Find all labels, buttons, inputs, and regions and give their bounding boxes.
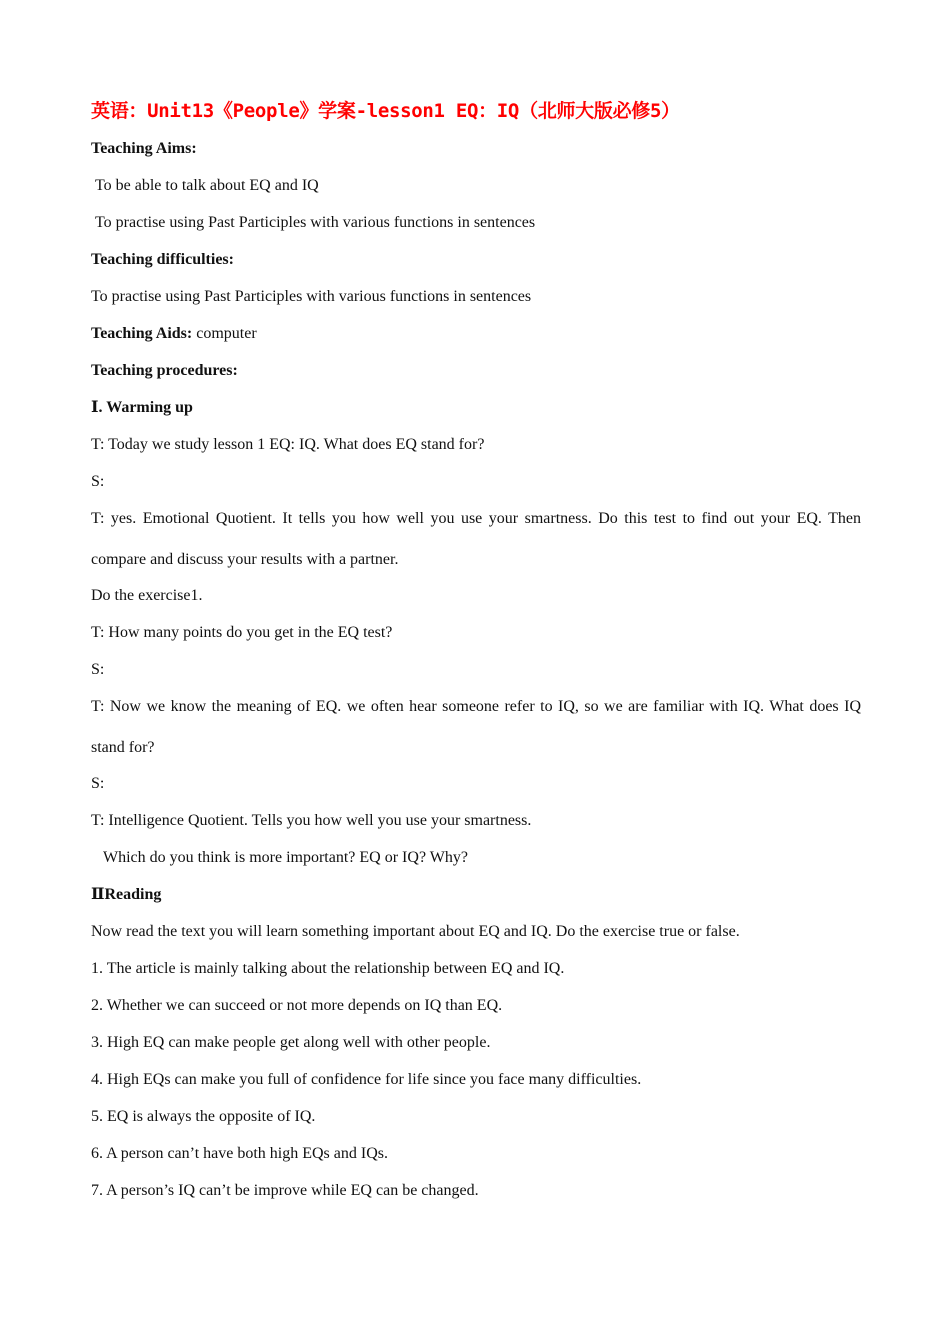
warming-heading (91, 389, 861, 426)
reading-intro: Now read the text you will learn something important about EQ and IQ. Do the exercise true or false. (91, 923, 740, 940)
aids-label: Teaching Aids: (91, 325, 193, 342)
dialogue-line: Which do you think is more important? EQ or IQ? Why? (103, 849, 468, 866)
section-title: Warming up (102, 399, 193, 416)
reading-heading (91, 876, 861, 913)
true-false-item: 3. High EQ can make people get along well with other people. (91, 1034, 491, 1051)
section-numeral: Ⅱ (91, 886, 105, 903)
true-false-item: 5. EQ is always the opposite of IQ. (91, 1108, 316, 1125)
dialogue-line: S: (91, 775, 105, 792)
section-title: Reading (104, 886, 162, 903)
aids-value: computer (192, 325, 257, 342)
aim-item: To be able to talk about EQ and IQ (95, 177, 319, 194)
aim-item: To practise using Past Participles with various functions in sentences (95, 214, 536, 231)
difficulties-heading: Teaching difficulties: (91, 251, 234, 268)
dialogue-line: T: Today we study lesson 1 EQ: IQ. What does EQ stand for? (91, 436, 485, 453)
aims-heading: Teaching Aims: (91, 140, 197, 157)
procedures-heading: Teaching procedures: (91, 362, 238, 379)
difficulties-text: To practise using Past Participles with various functions in sentences (91, 288, 532, 305)
document-title: 英语：Unit13《People》学案-lesson1 EQ：IQ（北师大版必修5） (91, 100, 680, 122)
aids-line (91, 315, 861, 352)
dialogue-line: S: (91, 661, 105, 678)
true-false-item: 4. High EQs can make you full of confidence for life since you face many difficulties. (91, 1071, 642, 1088)
dialogue-line: S: (91, 473, 105, 490)
dialogue-line: Do the exercise1. (91, 587, 203, 604)
true-false-item: 2. Whether we can succeed or not more depends on IQ than EQ. (91, 997, 503, 1014)
true-false-item: 7. A person’s IQ can’t be improve while EQ can be changed. (91, 1182, 479, 1199)
dialogue-paragraph: T: yes. Emotional Quotient. It tells you how well you use your smartness. Do this test to find out your EQ. Then compare and discuss your results with a partner. (91, 510, 861, 568)
dialogue-paragraph: T: Now we know the meaning of EQ. we often hear someone refer to IQ, so we are familiar with IQ. What does IQ stand for? (91, 698, 861, 756)
document-page (91, 96, 861, 1209)
true-false-item: 6. A person can’t have both high EQs and IQs. (91, 1145, 388, 1162)
dialogue-line: T: How many points do you get in the EQ test? (91, 624, 393, 641)
dialogue-line: T: Intelligence Quotient. Tells you how well you use your smartness. (91, 812, 532, 829)
true-false-item: 1. The article is mainly talking about the relationship between EQ and IQ. (91, 960, 565, 977)
section-numeral: Ⅰ. (91, 399, 103, 416)
